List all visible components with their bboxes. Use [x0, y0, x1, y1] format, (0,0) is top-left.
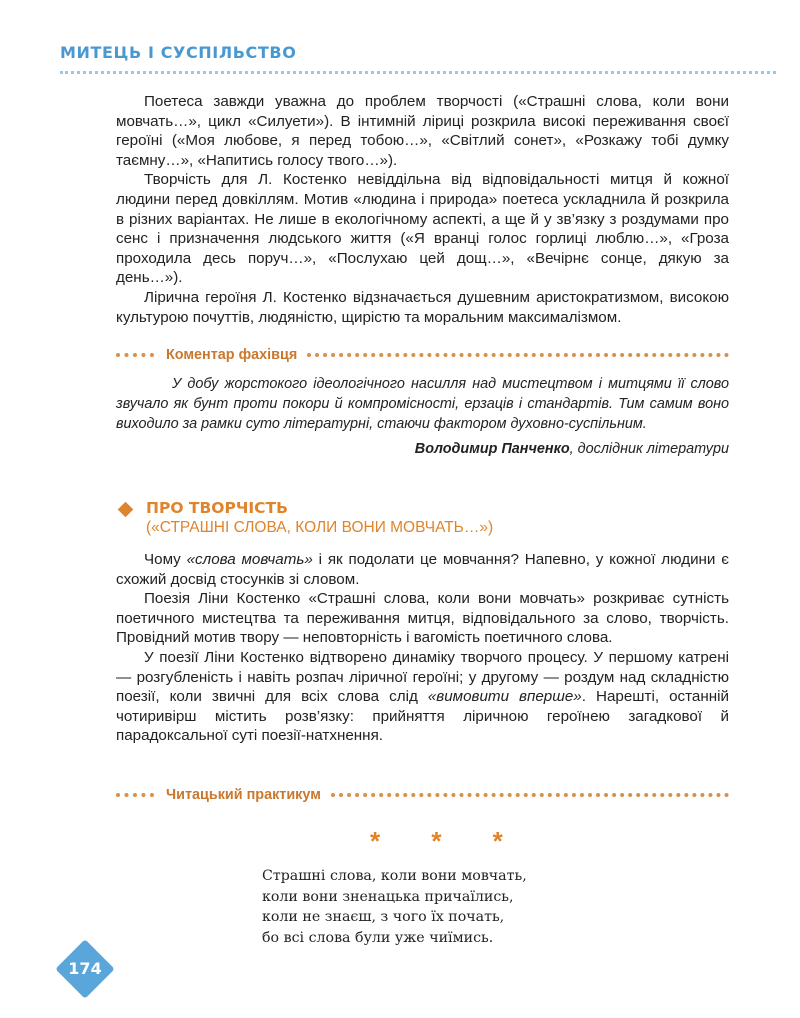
expert-author-role: , дослідник літератури: [569, 441, 729, 457]
expert-author: Володимир Панченко: [414, 441, 570, 457]
expert-attribution: [116, 441, 729, 457]
section-diamond-icon: [118, 502, 134, 518]
header-divider: [60, 71, 776, 74]
expert-comment-text: [116, 374, 729, 435]
poem-line: бо всі слова були уже чиїмись.: [262, 929, 494, 946]
paragraph: Лірична героїня Л. Костенко відзначається душевним аристократизмом, високою культурою почуттів, людяністю, щирістю та моральним максималізмом.: [116, 288, 729, 326]
p3-start: У поезії Ліни Костенко відтворено динаміку творчого процесу. У першому катрені — розгубленість і навіть розпач ліричної героїні; у другому — роздум над складністю поезії, коли звичні для всіх слова слід: [116, 648, 729, 706]
intro-text: [116, 92, 729, 327]
paragraph: Творчість для Л. Костенко невіддільна від відповідальності митця й кожної людини перед довкіллям. Мотив «людина і природа» поетеса ускладнила й розкрила в різних варіантах. Не лише в екологічному аспекті, а ще й у зв’язку з роздумами про сенс і призначення людського життя («Я вранці голос горлиці люблю…», «Гроза проходила десь поруч…», «Послухаю цей дощ…», «Вечірнє сонце, дякую за день…»).: [116, 171, 729, 287]
practicum-heading: Читацький практикум: [166, 787, 321, 803]
poem-stars: * * *: [370, 826, 525, 856]
dotted-rule: [116, 353, 154, 357]
section-title: ПРО ТВОРЧІСТЬ: [146, 499, 288, 517]
p1-end: і як подолати це мовчання? Напевно, у кожної людини є схожий досвід стосунків зі словом.: [116, 551, 729, 588]
running-header-title: МИТЕЦЬ І СУСПІЛЬСТВО: [60, 43, 297, 62]
p3-italic: «вимовити вперше»: [427, 688, 582, 706]
practicum-label: [116, 785, 729, 805]
section-subtitle: («СТРАШНІ СЛОВА, КОЛИ ВОНИ МОВЧАТЬ…»): [146, 519, 494, 536]
p1-start: Чому: [144, 551, 187, 568]
poem-line: коли не знаєш, з чого їх почать,: [262, 909, 505, 925]
dotted-rule: [116, 793, 154, 797]
poem-line: Страшні слова, коли вони мовчать,: [262, 868, 527, 884]
p3-end: . Нарешті, останній чотиривірш містить розв’язку: прийняття ліричною героїнею загадкової й парадоксальної суті поезії-натхнення.: [116, 688, 729, 745]
poem: [262, 866, 527, 948]
paragraph: [116, 550, 729, 589]
paragraph: [116, 648, 729, 746]
section-text: [116, 550, 729, 746]
expert-quote: У добу жорстокого ідеологічного насилля над мистецтвом і митцями її слово звучало як бунт проти покори й компромісності, ерзаців і стандартів. Тим самим воно виходило за рамки суто літературні, стаючи фактором духовно-суспільним.: [116, 376, 729, 433]
dotted-rule: [331, 793, 729, 797]
poem-line: коли вони зненацька причаїлись,: [262, 888, 514, 905]
p1-italic: «слова мовчать»: [186, 551, 313, 568]
expert-comment-label: [116, 345, 729, 365]
dotted-rule: [307, 353, 729, 357]
page-number-badge: [55, 939, 115, 999]
paragraph: Поетеса завжди уважна до проблем творчості («Страшні слова, коли вони мовчать…», цикл «Силуети»). В інтимній ліриці розкрила високі переживання своєї героїні («Моя любове, я перед тобою…», «Світлий сонет», «Розкажу тобі думку таємну…», «Напитись голосу твого…»).: [116, 93, 729, 169]
paragraph: Поезія Ліни Костенко «Страшні слова, коли вони мовчать» розкриває сутність поетичного мистецтва та переживання митця, відповідального за слово, творчість. Провідний мотив твору — неповторність і вагомість поетичного слова.: [116, 590, 729, 647]
page-number: 174: [68, 959, 102, 978]
expert-comment-heading: Коментар фахівця: [166, 347, 298, 363]
